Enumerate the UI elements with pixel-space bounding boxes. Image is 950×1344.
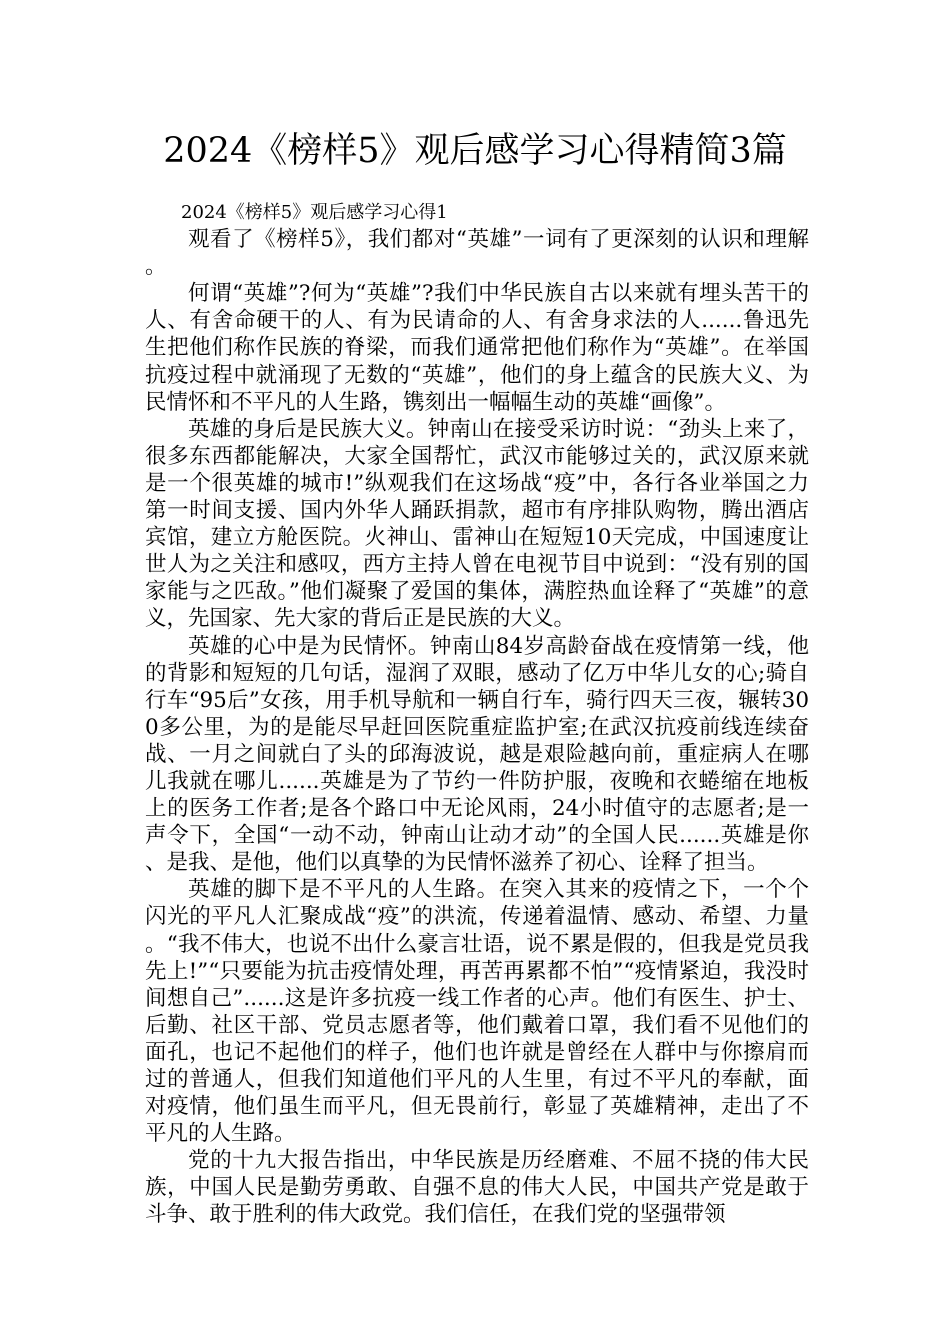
paragraph-4: 英雄的心中是为民情怀。钟南山84岁高龄奋战在疫情第一线，他的背影和短短的几句话，湿润了双眼，感动了亿万中华儿女的心;骑自行车“95后”女孩，用手机导航和一辆自行车，骑行四天三夜，辗转300多公里，为的是能尽早赶回医院重症监护室;在武汉抗疫前线连续奋战、一月之间就白了头的邱海波说，越是艰险越向前，重症病人在哪儿我就在哪儿......英雄是为了节约一件防护服，夜晚和衣蜷缩在地板上的医务工作者;是各个路口中无论风雨，24小时值守的志愿者;是一声令下，全国“一动不动，钟南山让动才动”的全国人民......英雄是你、是我、是他，他们以真挚的为民情怀滋养了初心、诠释了担当。 [145, 633, 809, 876]
section-subtitle: 2024《榜样5》观后感学习心得1 [181, 202, 448, 223]
document-body [145, 199, 809, 1229]
paragraph-5: 英雄的脚下是不平凡的人生路。在突入其来的疫情之下，一个个闪光的平凡人汇聚成战“疫”的洪流，传递着温情、感动、希望、力量。“我不伟大，也说不出什么豪言壮语，说不累是假的，但我是党员我先上!”“只要能为抗击疫情处理，再苦再累都不怕”“疫情紧迫，我没时间想自己”......这是许多抗疫一线工作者的心声。他们有医生、护士、后勤、社区干部、党员志愿者等，他们戴着口罩，我们看不见他们的面孔，也记不起他们的样子，他们也许就是曾经在人群中与你擦肩而过的普通人，但我们知道他们平凡的人生里，有过不平凡的奉献，面对疫情，他们虽生而平凡，但无畏前行，彰显了英雄精神，走出了不平凡的人生路。 [145, 877, 809, 1147]
paragraph-1: 观看了《榜样5》，我们都对“英雄”一词有了更深刻的认识和理解。 [145, 227, 809, 280]
document-title: 2024《榜样5》观后感学习心得精简3篇 [163, 131, 787, 171]
paragraph-6: 党的十九大报告指出，中华民族是历经磨难、不屈不挠的伟大民族，中国人民是勤劳勇敢、自强不息的伟大人民，中国共产党是敢于斗争、敢于胜利的伟大政党。我们信任，在我们党的坚强带领 [145, 1148, 809, 1228]
paragraph-3: 英雄的身后是民族大义。钟南山在接受采访时说：“劲头上来了，很多东西都能解决，大家全国帮忙，武汉市能够过关的，武汉原来就是一个很英雄的城市!”纵观我们在这场战“疫”中，各行各业举国之力第一时间支援、国内外华人踊跃捐款，超市有序排队购物，腾出酒店宾馆，建立方舱医院。火神山、雷神山在短短10天完成，中国速度让世人为之关注和感叹，西方主持人曾在电视节目中说到：“没有别的国家能与之匹敌。”他们凝聚了爱国的集体，满腔热血诠释了“英雄”的意义，先国家、先大家的背后正是民族的大义。 [145, 416, 809, 632]
paragraph-2: 何谓“英雄”?何为“英雄”?我们中华民族自古以来就有埋头苦干的人、有舍命硬干的人、有为民请命的人、有舍身求法的人......鲁迅先生把他们称作民族的脊梁，而我们通常把他们称作为“英雄”。在举国抗疫过程中就涌现了无数的“英雄”，他们的身上蕴含的民族大义、为民情怀和不平凡的人生路，镌刻出一幅幅生动的英雄“画像”。 [145, 281, 809, 415]
